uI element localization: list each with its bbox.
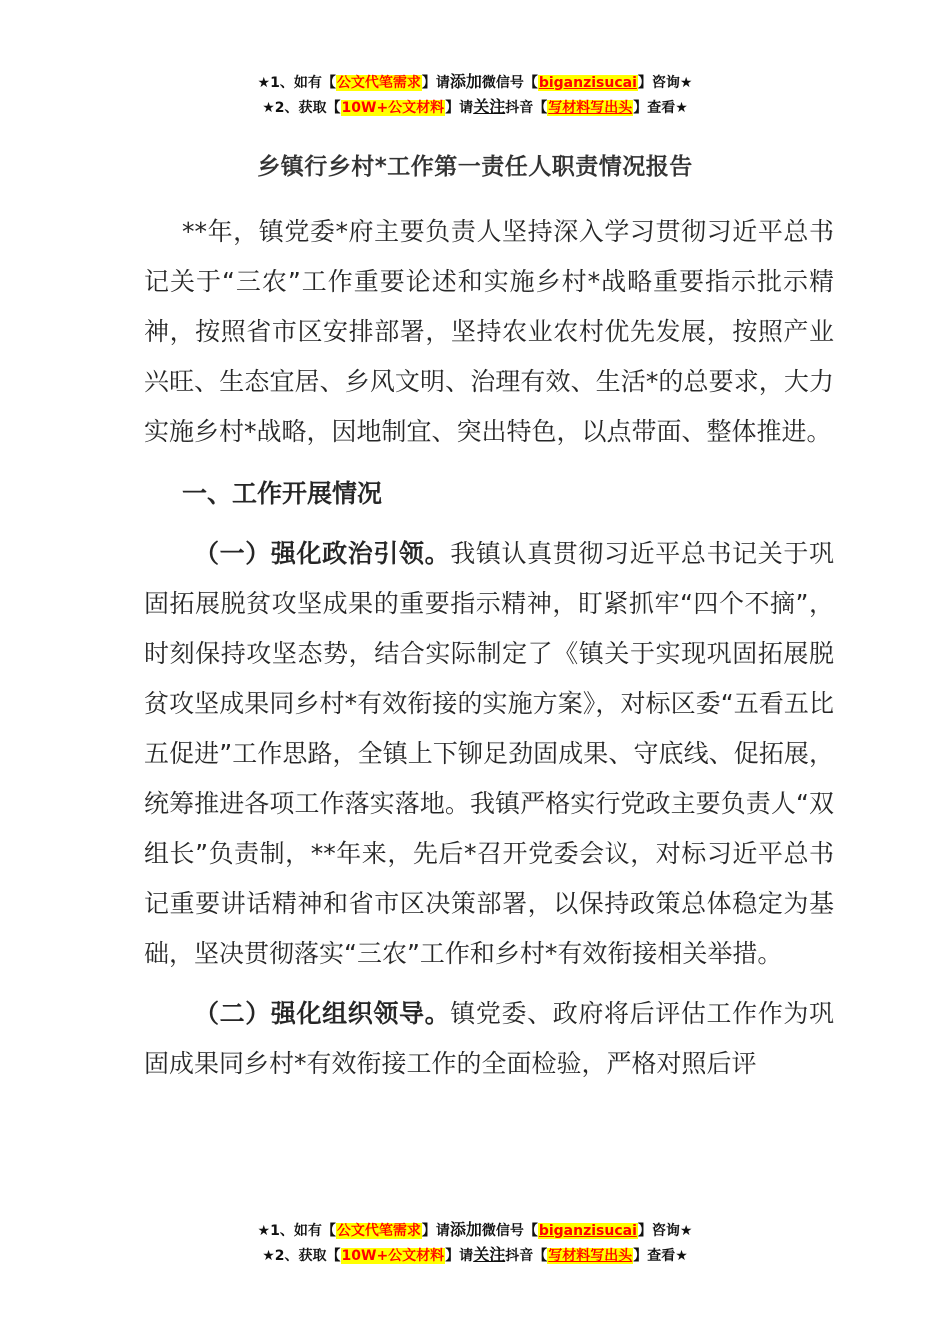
promo-banner-top bbox=[0, 70, 950, 120]
promo-banner-bottom bbox=[0, 1218, 950, 1268]
promo-douyin-id: 写材料写出头 bbox=[548, 1248, 633, 1264]
promo-wechat-id: biganzisucai bbox=[538, 75, 637, 91]
promo-line-1 bbox=[0, 1218, 950, 1243]
promo-text: 】咨询★ bbox=[637, 75, 693, 91]
promo-text: 】请 bbox=[445, 100, 474, 116]
promo-text: ★2、获取【 bbox=[262, 100, 341, 116]
promo-text: 微信号【 bbox=[481, 75, 538, 91]
section-heading: 一、工作开展情况 bbox=[182, 479, 383, 508]
promo-text: ★1、如有【 bbox=[257, 1223, 336, 1239]
document-body bbox=[144, 207, 834, 1089]
promo-emphasis: 关注 bbox=[473, 97, 506, 116]
promo-text: 】查看★ bbox=[633, 1248, 688, 1264]
paragraph-item-2 bbox=[144, 989, 834, 1089]
promo-text: 】请 bbox=[421, 75, 450, 91]
promo-wechat-id: biganzisucai bbox=[538, 1223, 637, 1239]
promo-text: ★2、获取【 bbox=[262, 1248, 341, 1264]
promo-highlight: 公文代笔需求 bbox=[336, 1223, 421, 1239]
promo-text: 微信号【 bbox=[481, 1223, 538, 1239]
promo-line-2 bbox=[0, 1243, 950, 1268]
promo-highlight: 10W+公文材料 bbox=[341, 100, 445, 116]
promo-text: 】查看★ bbox=[633, 100, 688, 116]
promo-douyin-id: 写材料写出头 bbox=[548, 100, 633, 116]
promo-text: 抖音【 bbox=[505, 1248, 548, 1264]
promo-emphasis: 添加 bbox=[449, 1220, 482, 1239]
promo-highlight: 公文代笔需求 bbox=[336, 75, 421, 91]
item-body: 镇党委、政府将后评估工作作为巩固成果同乡村*有效衔接工作的全面检验，严格对照后评 bbox=[144, 999, 834, 1078]
promo-emphasis: 关注 bbox=[473, 1245, 506, 1264]
promo-line-2 bbox=[0, 95, 950, 120]
promo-text: 】请 bbox=[445, 1248, 474, 1264]
promo-text: 】咨询★ bbox=[637, 1223, 693, 1239]
promo-text: 抖音【 bbox=[505, 100, 548, 116]
item-lead: （二）强化组织领导。 bbox=[194, 999, 451, 1028]
promo-text: 】请 bbox=[421, 1223, 450, 1239]
intro-paragraph: **年，镇党委*府主要负责人坚持深入学习贯彻习近平总书记关于“三农”工作重要论述和实施乡村*战略重要指示批示精神，按照省市区安排部署，坚持农业农村优先发展，按照产业兴旺、生态宜居、乡风文明、治理有效、生活*的总要求，大力实施乡村*战略，因地制宜、突出特色，以点带面、整体推进。 bbox=[144, 217, 834, 446]
document-title: 乡镇行乡村*工作第一责任人职责情况报告 bbox=[257, 154, 693, 180]
item-body: 我镇认真贯彻习近平总书记关于巩固拓展脱贫攻坚成果的重要指示精神，盯紧抓牢“四个不摘”，时刻保持攻坚态势，结合实际制定了《镇关于实现巩固拓展脱贫攻坚成果同乡村*有效衔接的实施方案》，对标区委“五看五比五促进”工作思路，全镇上下铆足劲固成果、守底线、促拓展，统筹推进各项工作落实落地。我镇严格实行党政主要负责人“双组长”负责制，**年来，先后*召开党委会议，对标习近平总书记重要讲话精神和省市区决策部署，以保持政策总体稳定为基础，坚决贯彻落实“三农”工作和乡村*有效衔接相关举措。 bbox=[144, 539, 834, 968]
promo-text: ★1、如有【 bbox=[257, 75, 336, 91]
promo-line-1 bbox=[0, 70, 950, 95]
promo-highlight: 10W+公文材料 bbox=[341, 1248, 445, 1264]
paragraph-item-1 bbox=[144, 529, 834, 979]
item-lead: （一）强化政治引领。 bbox=[194, 539, 451, 568]
promo-emphasis: 添加 bbox=[449, 72, 482, 91]
